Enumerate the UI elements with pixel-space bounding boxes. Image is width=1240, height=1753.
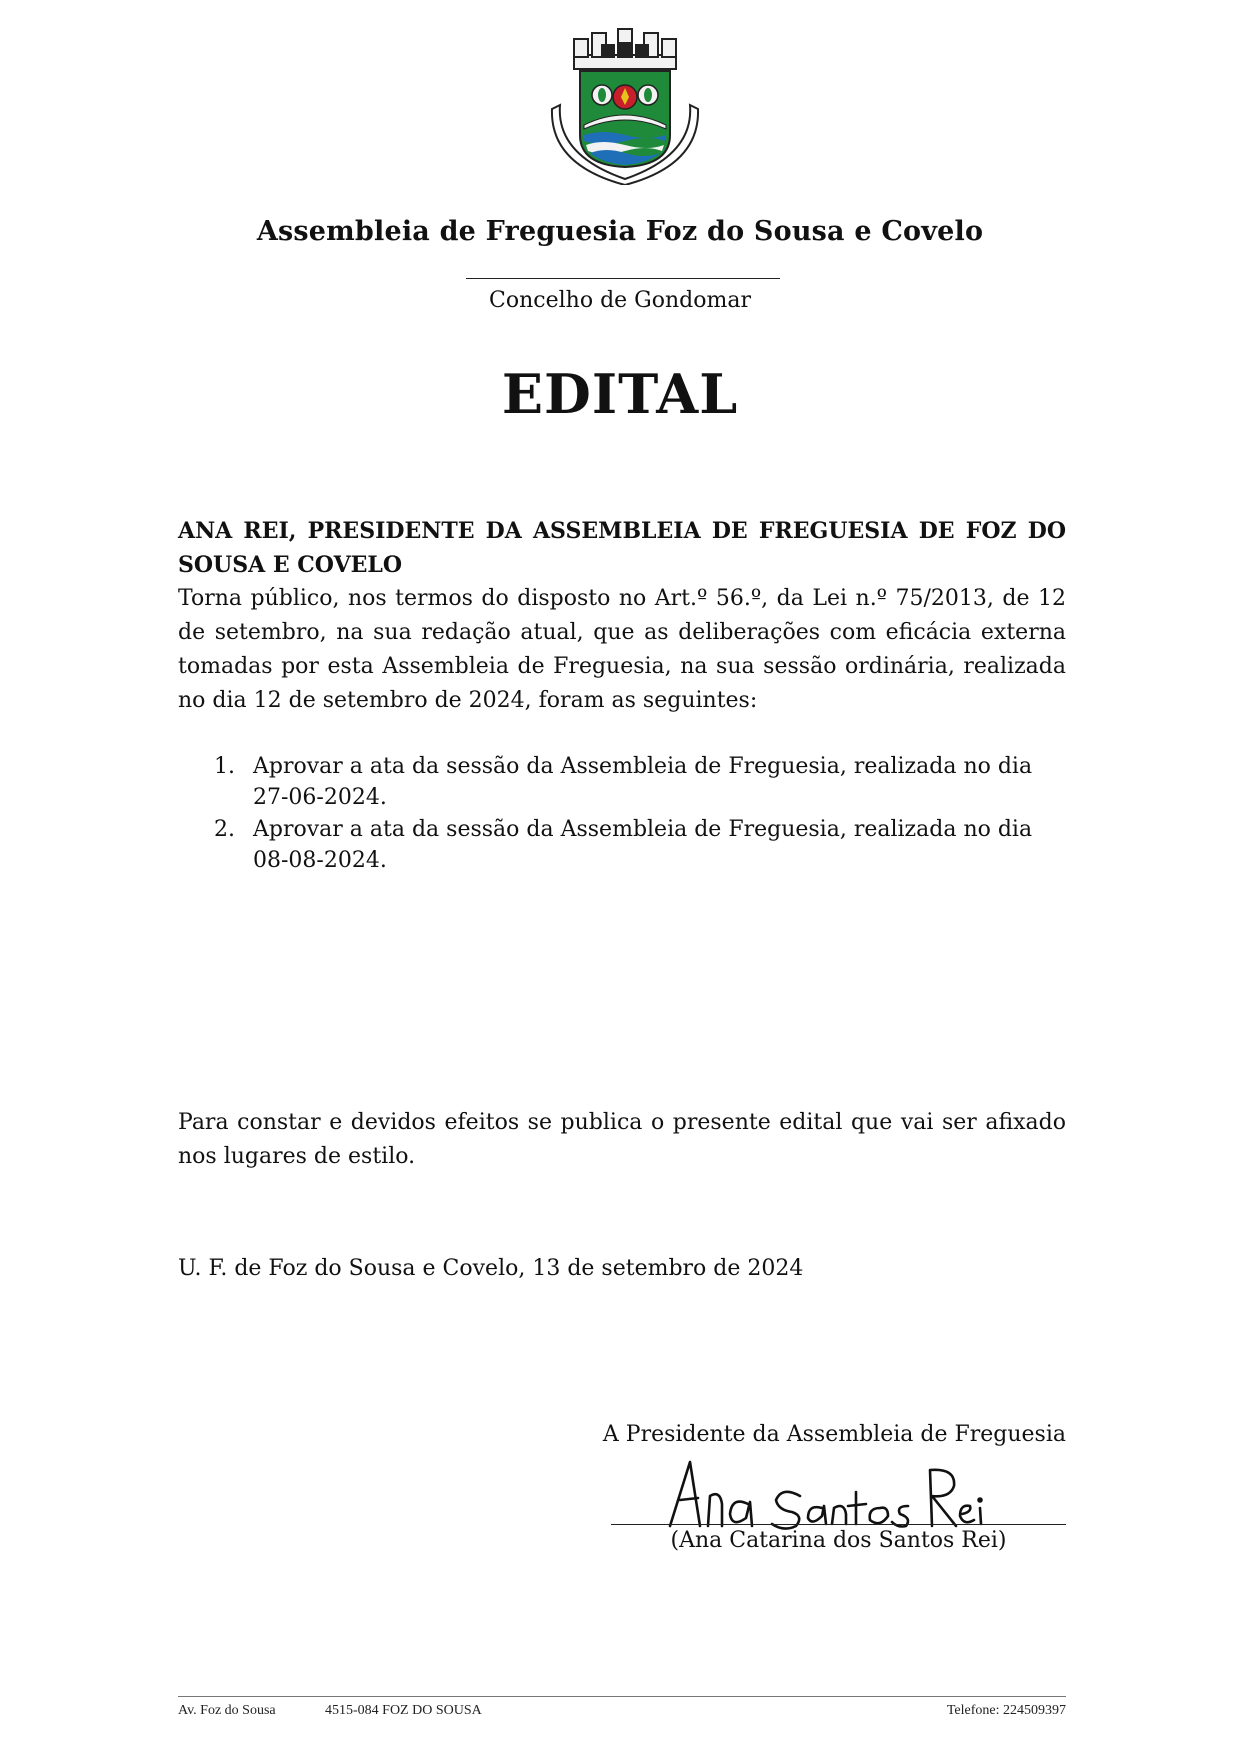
footer-phone: Telefone: 224509397 <box>946 1703 1066 1718</box>
footer-postal-code: 4515-084 FOZ DO SOUSA <box>325 1703 482 1718</box>
mural-crown-icon <box>574 29 676 69</box>
president-heading: ANA REI, PRESIDENTE DA ASSEMBLEIA DE FREGUESIA DE FOZ DO SOUSA E COVELO <box>178 518 1066 578</box>
document-title: EDITAL <box>501 362 739 426</box>
organization-title: Assembleia de Freguesia Foz do Sousa e Covelo <box>256 216 984 247</box>
deliberations-list <box>178 751 1066 877</box>
title-underline <box>466 278 780 279</box>
list-item-text: Aprovar a ata da sessão da Assembleia de Freguesia, realizada no dia 08-08-2024. <box>253 817 1033 873</box>
list-item <box>178 751 1066 813</box>
signatory-role: A Presidente da Assembleia de Freguesia <box>602 1422 1066 1447</box>
list-item-text: Aprovar a ata da sessão da Assembleia de Freguesia, realizada no dia 27-06-2024. <box>253 754 1033 810</box>
closing-paragraph: Para constar e devidos efeitos se publica o presente edital que vai ser afixado nos lugares de estilo. <box>178 1110 1066 1169</box>
list-item-number: 2. <box>214 817 235 842</box>
edital-body <box>178 514 1066 718</box>
signatory-name: (Ana Catarina dos Santos Rei) <box>670 1528 1007 1553</box>
footer-divider <box>178 1696 1066 1697</box>
place-and-date: U. F. de Foz do Sousa e Covelo, 13 de setembro de 2024 <box>178 1256 804 1281</box>
coat-of-arms <box>530 25 720 185</box>
footer-address: Av. Foz do Sousa <box>178 1703 276 1718</box>
municipality-subtitle: Concelho de Gondomar <box>489 288 751 313</box>
list-item <box>178 814 1066 876</box>
signature-line <box>611 1524 1066 1525</box>
list-item-number: 1. <box>214 754 235 779</box>
intro-paragraph: Torna público, nos termos do disposto no Art.º 56.º, da Lei n.º 75/2013, de 12 de setembro, na sua redação atual, que as deliberações com eficácia externa tomadas por esta Assembleia de Freguesia, na sua sessão ordinária, realizada no dia 12 de setembro de 2024, foram as seguintes: <box>178 586 1066 713</box>
